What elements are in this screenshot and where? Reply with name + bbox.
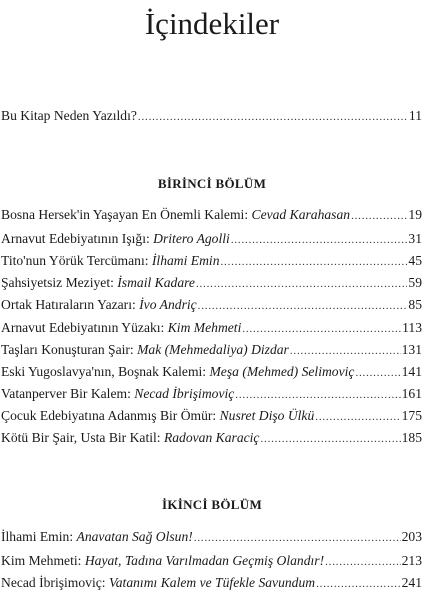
toc-page-number: 85: [408, 297, 422, 312]
leader-dots: [198, 296, 408, 316]
leader-dots: [325, 552, 401, 572]
toc-page-number: 113: [402, 320, 422, 335]
toc-entry[interactable]: [1, 428, 422, 448]
toc-entry-title: Ortak Hatıraların Yazarı: İvo Andriç: [1, 297, 197, 312]
leader-dots: [235, 385, 400, 405]
toc-entry-title: Arnavut Edebiyatının Işığı: Dritero Agolli: [1, 231, 230, 246]
toc-entry-title: Tito'nun Yörük Tercümanı: İlhami Emin: [1, 253, 220, 268]
toc-entry-title: Bu Kitap Neden Yazıldı?: [1, 108, 137, 123]
toc-entry[interactable]: [1, 384, 422, 404]
toc-page-number: 19: [408, 207, 422, 222]
section-heading-2: İKİNCİ BÖLÜM: [161, 497, 263, 512]
toc-entry-title: İlhami Emin: Anavatan Sağ Olsun!: [1, 529, 193, 544]
leader-dots: [260, 429, 400, 449]
toc-page-number: 45: [408, 253, 422, 268]
leader-dots: [242, 319, 401, 339]
toc-entry[interactable]: [1, 527, 422, 547]
toc-entry-title: Necad İbrişimoviç: Vatanımı Kalem ve Tüfekle Savundum: [1, 575, 316, 590]
toc-entry-title: Taşları Konuşturan Şair: Mak (Mehmedaliya) Dizdar: [1, 342, 289, 357]
toc-entry-title: Kötü Bir Şair, Usta Bir Katil: Radovan Karaciç: [1, 430, 260, 445]
toc-page-number: 31: [408, 231, 422, 246]
leader-dots: [196, 274, 407, 294]
toc-page-number: 141: [401, 364, 422, 379]
toc-entry[interactable]: [1, 551, 422, 571]
toc-entry[interactable]: [1, 251, 422, 271]
toc-entry[interactable]: [1, 205, 422, 225]
toc-page-number: 59: [408, 275, 422, 290]
section-heading-1: BİRİNCİ BÖLÜM: [157, 176, 267, 191]
toc-page-number: 11: [408, 108, 422, 123]
toc-page-number: 175: [401, 408, 422, 423]
toc-entry[interactable]: [1, 273, 422, 293]
toc-entry[interactable]: [1, 295, 422, 315]
toc-entry-title: Eski Yugoslavya'nın, Boşnak Kalemi: Meşa (Mehmed) Selimoviç: [1, 364, 355, 379]
toc-entry[interactable]: [1, 340, 422, 360]
leader-dots: [221, 252, 408, 272]
toc-page-number: 185: [401, 430, 422, 445]
toc-entry[interactable]: [1, 362, 422, 382]
leader-dots: [138, 107, 408, 127]
toc-page-number: 213: [401, 553, 422, 568]
leader-dots: [194, 528, 401, 548]
leader-dots: [351, 206, 407, 226]
leader-dots: [315, 407, 400, 427]
toc-entry-title: Vatanperver Bir Kalem: Necad İbrişimoviç: [1, 386, 235, 401]
toc-entry[interactable]: [1, 229, 422, 249]
toc-page-number: 131: [401, 342, 422, 357]
leader-dots: [355, 363, 400, 383]
toc-page-number: 203: [401, 529, 422, 544]
leader-dots: [290, 341, 401, 361]
toc-entry-title: Şahsiyetsiz Meziyet: İsmail Kadare: [1, 275, 195, 290]
page-title: İçindekiler: [144, 6, 280, 41]
toc-entry-title: Çocuk Edebiyatına Adanmış Bir Ömür: Nusret Dişo Ülkü: [1, 408, 315, 423]
toc-entry-intro[interactable]: [1, 106, 422, 126]
toc-page-number: 241: [401, 575, 422, 590]
leader-dots: [316, 574, 401, 594]
toc-page-number: 161: [401, 386, 422, 401]
toc-entry-title: Bosna Hersek'in Yaşayan En Önemli Kalemi: Cevad Karahasan: [1, 207, 351, 222]
toc-entry[interactable]: [1, 318, 422, 338]
toc-entry[interactable]: [1, 406, 422, 426]
toc-entry-title: Arnavut Edebiyatının Yüzakı: Kim Mehmeti: [1, 320, 242, 335]
toc-entry[interactable]: [1, 573, 422, 593]
leader-dots: [231, 230, 408, 250]
toc-entry-title: Kim Mehmeti: Hayat, Tadına Varılmadan Geçmiş Olandır!: [1, 553, 325, 568]
